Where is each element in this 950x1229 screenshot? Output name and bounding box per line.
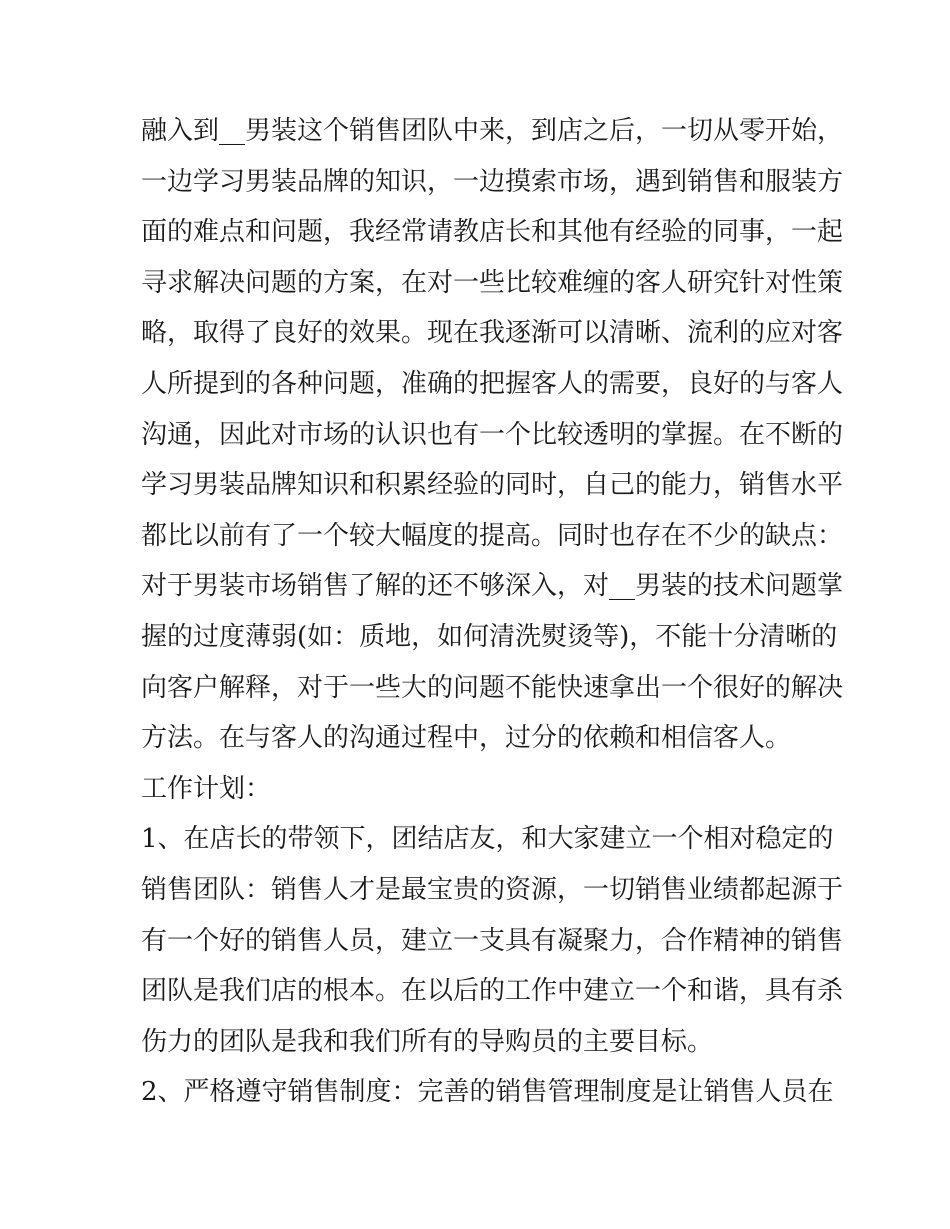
section-heading: 工作计划：	[141, 773, 272, 804]
text-line: 都比以前有了一个较大幅度的提高。同时也存在不少的缺点：	[141, 520, 844, 551]
text-line: 向客户解释，对于一些大的问题不能快速拿出一个很好的解决	[141, 672, 844, 703]
list-item-1: 1、在店长的带领下，团结店友，和大家建立一个相对稳定的	[141, 824, 834, 855]
document-body	[141, 106, 844, 1118]
text-line: 方法。在与客人的沟通过程中，过分的依赖和相信客人。	[141, 723, 792, 754]
text-line: 寻求解决问题的方案，在对一些比较难缠的客人研究针对性策	[141, 267, 844, 298]
text-line: 人所提到的各种问题，准确的把握客人的需要，良好的与客人	[141, 368, 844, 399]
text-line: 有一个好的销售人员，建立一支具有凝聚力，合作精神的销售	[141, 925, 844, 956]
text-line: 略，取得了良好的效果。现在我逐渐可以清晰、流利的应对客	[141, 318, 844, 349]
text-line: 面的难点和问题，我经常请教店长和其他有经验的同事，一起	[141, 217, 844, 248]
text-line: 学习男装品牌知识和积累经验的同时，自己的能力，销售水平	[141, 470, 844, 501]
text-line: 握的过度薄弱(如：质地，如何清洗熨烫等)，不能十分清晰的	[141, 621, 838, 652]
text-line: 沟通，因此对市场的认识也有一个比较透明的掌握。在不断的	[141, 419, 844, 450]
text-line: 对于男装市场销售了解的还不够深入，对__男装的技术问题掌	[141, 571, 844, 602]
text-line: 销售团队：销售人才是最宝贵的资源，一切销售业绩都起源于	[141, 874, 844, 905]
list-item-2: 2、严格遵守销售制度：完善的销售管理制度是让销售人员在	[141, 1077, 834, 1108]
text-line: 伤力的团队是我和我们所有的导购员的主要目标。	[141, 1026, 714, 1057]
text-line: 一边学习男装品牌的知识，一边摸索市场，遇到销售和服装方	[141, 166, 844, 197]
text-line: 融入到__男装这个销售团队中来，到店之后，一切从零开始，	[141, 116, 844, 146]
text-line: 团队是我们店的根本。在以后的工作中建立一个和谐，具有杀	[141, 976, 844, 1007]
